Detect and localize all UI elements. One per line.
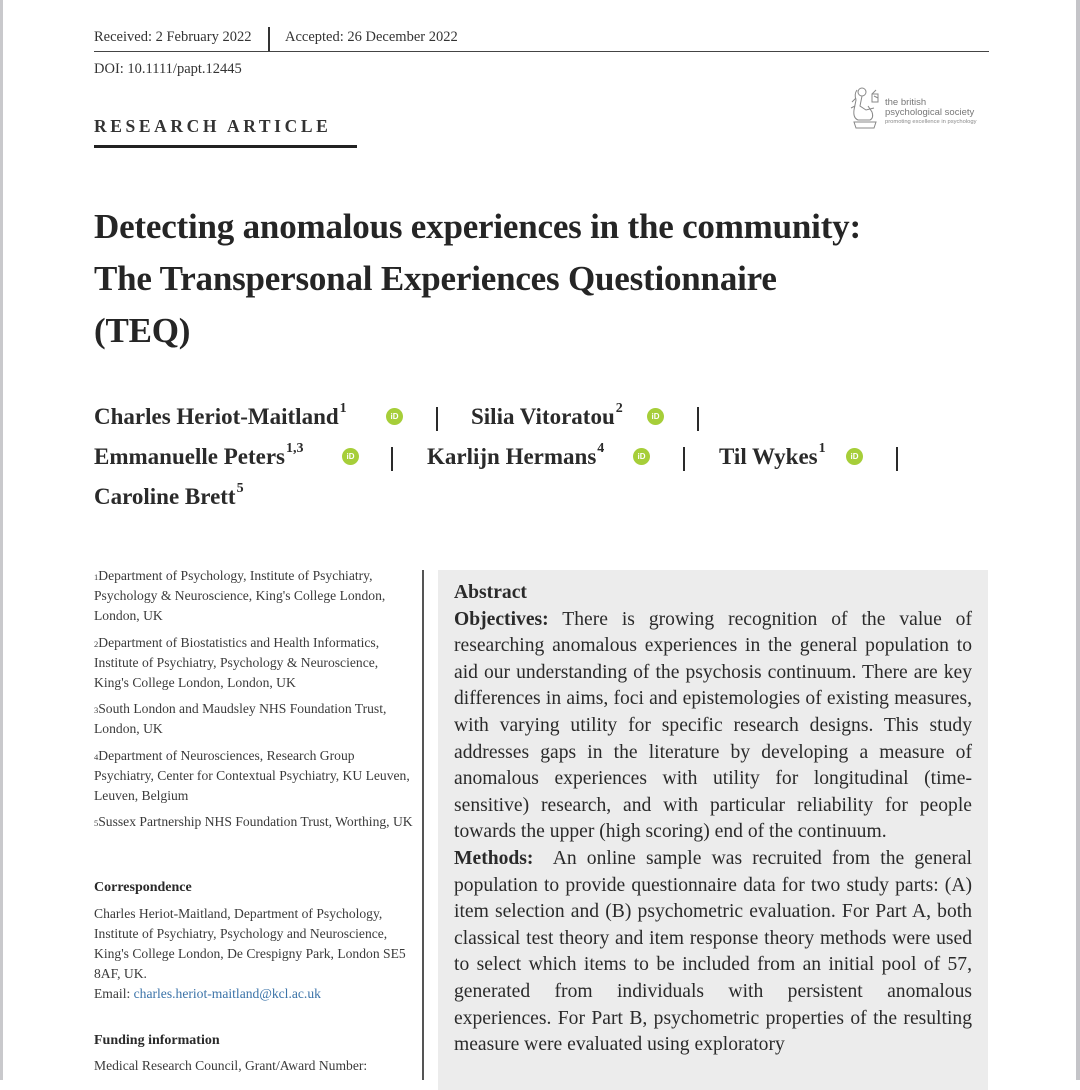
orcid-icon[interactable]: iD — [386, 408, 403, 425]
page-edge-right — [1076, 0, 1080, 1080]
article-title — [94, 201, 1014, 357]
author-name[interactable]: Emmanuelle Peters$^{1,3}$ — [94, 441, 304, 469]
abstract-text — [454, 580, 972, 1059]
doi[interactable]: DOI: 10.1111/papt.12445 — [94, 61, 242, 77]
funding-heading: Funding information — [94, 1033, 220, 1048]
orcid-icon[interactable]: iD — [633, 448, 650, 465]
author-separator — [391, 447, 393, 471]
title-line-3: (TEQ) — [94, 311, 191, 350]
affiliation-item: $^5$Sussex Partnership NHS Foundation Trust, Worthing, UK — [94, 814, 413, 829]
orcid-icon[interactable]: iD — [342, 448, 359, 465]
affiliations — [94, 566, 414, 839]
title-line-1: Detecting anomalous experiences in the community: — [94, 207, 861, 246]
orcid-icon[interactable]: iD — [647, 408, 664, 425]
affiliation-item: $^4$Department of Neurosciences, Research Group Psychiatry, Center for Contextual Psychiatry, KU Leuven, Leuven, Belgium — [94, 747, 410, 803]
bps-figure-logo-icon — [848, 84, 882, 130]
author-separator — [697, 407, 699, 431]
correspondence-email-link[interactable]: charles.heriot-maitland@kcl.ac.uk — [133, 986, 321, 1001]
article-dates-row — [94, 27, 989, 52]
author-separator — [896, 447, 898, 471]
title-line-2: The Transpersonal Experiences Questionnaire — [94, 259, 777, 298]
page-edge-left — [0, 0, 3, 1080]
publisher-logo — [848, 84, 993, 132]
author-name[interactable]: Caroline Brett$^5$ — [94, 481, 244, 509]
affiliation-item: $^2$Department of Biostatistics and Health Informatics, Institute of Psychiatry, Psychology & Neuroscience, King's College London, London, UK — [94, 634, 380, 690]
article-type-label: RESEARCH ARTICLE — [94, 116, 332, 136]
abstract-box — [438, 570, 988, 1090]
orcid-icon[interactable]: iD — [846, 448, 863, 465]
author-name[interactable]: Charles Heriot-Maitland$^1$ — [94, 401, 347, 429]
author-name[interactable]: Silia Vitoratou$^2$ — [471, 401, 623, 429]
correspondence-body: Charles Heriot-Maitland, Department of Psychology, Institute of Psychiatry, Psychology and Neuroscience, King's College London, De Crespigny Park, London SE5 8AF, UK. Email: charles.heriot-maitland@kcl.ac.uk — [94, 906, 406, 1001]
funding-body: Medical Research Council, Grant/Award Number: — [94, 1058, 368, 1073]
author-separator — [436, 407, 438, 431]
article-type-underline — [94, 145, 357, 148]
affiliation-item: $^1$Department of Psychology, Institute of Psychiatry, Psychology & Neuroscience, King's College London, London, UK — [94, 568, 386, 623]
author-name[interactable]: Til Wykes$^1$ — [719, 441, 826, 469]
author-separator — [683, 447, 685, 471]
author-name[interactable]: Karlijn Hermans$^4$ — [427, 441, 605, 469]
dates-separator — [268, 27, 270, 51]
received-date: Received: 2 February 2022 — [94, 29, 252, 45]
logo-line-2: psychological society — [885, 107, 975, 118]
correspondence-heading: Correspondence — [94, 880, 192, 895]
logo-tagline: promoting excellence in psychology — [885, 119, 977, 125]
abstract-objectives: Objectives: There is growing recognition of the value of researching anomalous experiences in the general population to aid our understanding of the psychosis continuum. There are key differences in aims, foci and epistemologies of existing measures, with varying utility for specific research designs. This study addresses gaps in the literature by developing a measure of anomalous experiences with utility for longitudinal (time-sensitive) research, and with particular reliability for people towards the upper (high scoring) end of the continuum. — [454, 608, 973, 843]
logo-line-1: the british — [885, 97, 927, 108]
affiliation-item: $^3$South London and Maudsley NHS Foundation Trust, London, UK — [94, 701, 387, 736]
accepted-date: Accepted: 26 December 2022 — [285, 29, 458, 45]
abstract-methods: Methods: An online sample was recruited from the general population to provide questionnaire data for two study parts: (A) item selection and (B) psychometric evaluation. For Part A, both classical test theory and item response theory methods were used to select which items to be included from an initial pool of 57, generated from individuals with persistent anomalous experiences. For Part B, psychometric properties of the resulting measure were evaluated using exploratory — [454, 847, 972, 1056]
abstract-heading: Abstract — [454, 582, 527, 603]
